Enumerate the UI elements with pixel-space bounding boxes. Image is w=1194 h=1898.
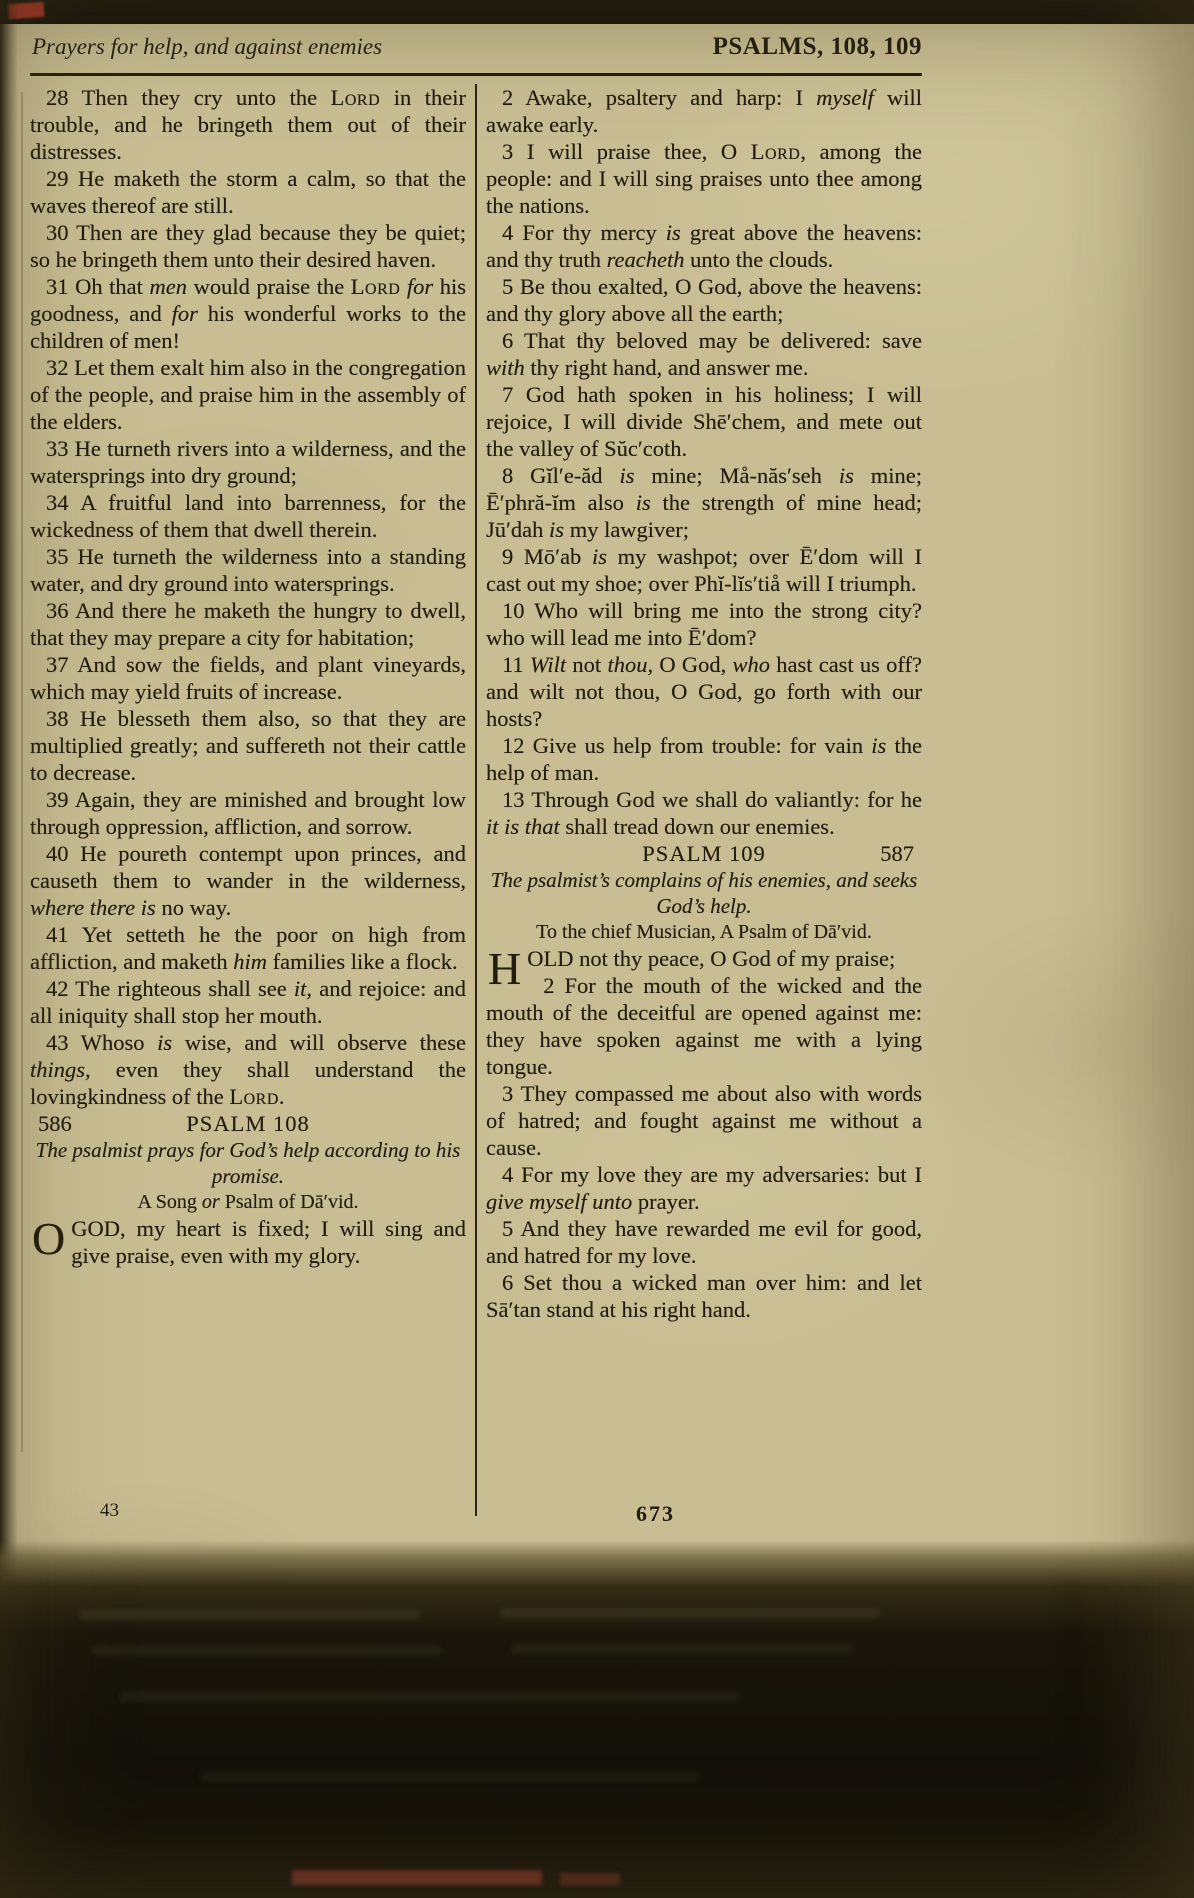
text-run: is xyxy=(635,490,651,515)
text-run: families like a flock. xyxy=(267,949,458,974)
text-run: 33 He turneth rivers into a wilderness, and the watersprings into dry ground; xyxy=(30,436,466,488)
verse-paragraph xyxy=(486,327,922,381)
text-run: and rejoice: and all iniquity shall stop her mouth. xyxy=(30,976,466,1028)
text-run: his goodness, and xyxy=(30,274,466,326)
text-run: 29 He maketh the storm a calm, so that the waves thereof are still. xyxy=(30,166,466,218)
drop-cap-initial: O xyxy=(32,1213,66,1264)
text-run: mine; Ē′phră-ĭm also xyxy=(486,463,922,515)
text-run: 36 And there he maketh the hungry to dwell, that they may prepare a city for habitation; xyxy=(30,598,466,650)
text-run: 31 Oh that xyxy=(46,274,150,299)
page-title: PSALMS, 108, 109 xyxy=(712,33,922,60)
verse-paragraph xyxy=(30,975,466,1029)
text-run: is xyxy=(157,1030,173,1055)
text-run: 5 Be thou exalted, O God, above the heavens: and thy glory above all the earth; xyxy=(486,274,922,326)
verse-paragraph xyxy=(486,543,922,597)
text-run: men xyxy=(149,274,187,299)
verse-paragraph xyxy=(486,1080,922,1161)
text-run: A Song xyxy=(137,1191,202,1213)
verse-paragraph xyxy=(30,165,466,219)
verse-paragraph xyxy=(486,138,922,219)
text-run: no way. xyxy=(155,895,232,920)
verse-paragraph xyxy=(30,489,466,543)
text-run: Psalm of Dā′vid. xyxy=(219,1191,359,1213)
red-bleed-smudge xyxy=(292,1870,542,1885)
psalm-heading-title: PSALM 108 xyxy=(186,1111,310,1136)
column-right xyxy=(486,84,922,1516)
text-run: myself xyxy=(816,85,874,110)
text-run: reacheth xyxy=(606,247,685,272)
text-run: is xyxy=(871,733,887,758)
text-run: 40 He poureth contempt upon princes, and causeth them to wander in the wilderness, xyxy=(30,841,466,893)
text-run: , among the people: and I will sing praises unto thee among the nations. xyxy=(486,139,922,218)
drop-cap-initial: H xyxy=(488,943,522,994)
text-run: is xyxy=(619,463,635,488)
text-run: will awake early. xyxy=(486,85,922,137)
verse-paragraph xyxy=(486,972,922,1080)
text-run: thy right hand, and answer me. xyxy=(524,355,809,380)
text-run: his wonderful works to the children of men! xyxy=(30,301,466,353)
text-run: 37 And sow the fields, and plant vineyards, which may yield fruits of increase. xyxy=(30,652,466,704)
text-run: prayer. xyxy=(632,1189,700,1214)
text-run: The psalmist’s complains of his enemies, and seeks God’s help. xyxy=(490,868,918,918)
text-run: not xyxy=(566,652,608,677)
text-run xyxy=(400,274,407,299)
text-run: Wilt xyxy=(529,652,567,677)
text-run: would praise the xyxy=(186,274,351,299)
psalm-heading xyxy=(486,840,922,867)
text-run: 4 For my love they are my adversaries: but I xyxy=(502,1162,922,1187)
verse-paragraph xyxy=(486,651,922,732)
red-bleed-smudge xyxy=(560,1873,620,1885)
verse-paragraph xyxy=(486,273,922,327)
verse-paragraph xyxy=(30,921,466,975)
text-run: O God, xyxy=(653,652,733,677)
verse-paragraph xyxy=(30,219,466,273)
text-run: things, xyxy=(30,1057,91,1082)
text-run: 4 For thy mercy xyxy=(502,220,666,245)
verse-paragraph xyxy=(486,1269,922,1323)
text-run: 41 Yet setteth he the poor on high from affliction, and maketh xyxy=(30,922,466,974)
text-run: 43 Whoso xyxy=(46,1030,158,1055)
verse-paragraph xyxy=(486,1161,922,1215)
text-block xyxy=(30,84,922,1516)
text-run: my washpot; over Ē′dom will I cast out my shoe; over Phĭ-lĭs′tiå will I triumph. xyxy=(486,544,922,596)
bleed-ghost-line xyxy=(92,1646,442,1655)
text-run: the strength of mine head; Jū′dah xyxy=(486,490,922,542)
dropcap-paragraph xyxy=(486,943,922,994)
bleed-ghost-line xyxy=(512,1644,852,1653)
text-run: 2 Awake, psaltery and harp: I xyxy=(502,85,817,110)
text-run: GOD, my heart is fixed; I will sing and give praise, even with my glory. xyxy=(71,1216,466,1268)
text-run: for xyxy=(406,274,434,299)
running-head: Prayers for help, and against enemies xyxy=(32,34,383,59)
psalm-heading-title: PSALM 109 xyxy=(642,841,766,866)
text-run: unto the clouds. xyxy=(684,247,834,272)
bleed-ghost-line xyxy=(80,1610,420,1620)
verse-paragraph xyxy=(486,462,922,543)
text-run: shall tread down our enemies. xyxy=(559,814,835,839)
text-run: 35 He turneth the wilderness into a standing water, and dry ground into watersprings. xyxy=(30,544,466,596)
text-run: 6 That thy beloved may be delivered: save xyxy=(502,328,922,353)
verse-paragraph xyxy=(30,273,466,354)
psalm-heading xyxy=(30,1110,466,1137)
verse-paragraph xyxy=(30,786,466,840)
dropcap-paragraph xyxy=(30,1215,466,1269)
text-run: is xyxy=(549,517,565,542)
text-run: in their trouble, and he bringeth them out of their distresses. xyxy=(30,85,467,164)
bleed-ghost-line xyxy=(500,1608,880,1618)
verse-paragraph xyxy=(30,651,466,705)
bleed-ghost-line xyxy=(120,1692,740,1701)
verse-paragraph xyxy=(486,1215,922,1269)
text-run: it is that xyxy=(486,814,560,839)
text-run: 34 A fruitful land into barrenness, for the wickedness of them that dwell therein. xyxy=(30,490,466,542)
psalm-summary xyxy=(30,1137,466,1189)
verse-paragraph xyxy=(30,597,466,651)
verse-paragraph xyxy=(30,354,466,435)
text-run: him xyxy=(233,949,268,974)
text-run: 9 Mō′ab xyxy=(502,544,592,569)
psalm-heading-number: 586 xyxy=(38,1111,72,1136)
text-run: 28 Then they cry unto the xyxy=(46,85,331,110)
text-run: 30 Then are they glad because they be quiet; so he bringeth them unto their desired haven. xyxy=(30,220,466,272)
text-run: 3 They compassed me about also with words of hatred; and fought against me without a cause. xyxy=(486,1081,922,1160)
text-run: To the chief Musician, A Psalm of Dā′vid. xyxy=(536,921,872,943)
text-run: great above the heavens: and thy truth xyxy=(486,220,922,272)
text-run: 11 xyxy=(502,652,530,677)
text-run: . xyxy=(278,1084,285,1109)
text-run: 39 Again, they are minished and brought low through oppression, affliction, and sorrow. xyxy=(30,787,466,839)
verse-paragraph xyxy=(486,381,922,462)
verse-paragraph xyxy=(30,84,466,165)
page-top-edge xyxy=(0,0,1194,24)
text-run: my lawgiver; xyxy=(564,517,690,542)
psalm-attribution xyxy=(30,1189,466,1215)
text-run: 32 Let them exalt him also in the congregation of the people, and praise him in the assembly of the elders. xyxy=(30,355,466,434)
text-run: 42 The righteous shall see xyxy=(46,976,294,1001)
text-run: for xyxy=(171,301,198,326)
divine-name: Lord xyxy=(330,85,381,110)
text-run: is xyxy=(591,544,607,569)
text-run: wise, and will observe these xyxy=(172,1030,467,1055)
psalm-heading-number: 587 xyxy=(880,841,914,866)
text-run: 6 Set thou a wicked man over him: and let Sā′tan stand at his right hand. xyxy=(486,1270,922,1322)
verse-paragraph xyxy=(30,705,466,786)
margin-bleed-line xyxy=(21,92,23,1452)
page-bottom-edge xyxy=(0,1540,1194,1898)
text-run: OLD not thy peace, O God of my praise; xyxy=(527,946,896,971)
text-run: mine; Må-năs′seh xyxy=(634,463,839,488)
column-divider xyxy=(475,84,477,1516)
text-run: where there is xyxy=(30,895,156,920)
verse-paragraph xyxy=(486,786,922,840)
text-run: thou, xyxy=(607,652,654,677)
text-run: with xyxy=(486,355,525,380)
page-number: 673 xyxy=(636,1501,675,1526)
text-run: 12 Give us help from trouble: for vain xyxy=(502,733,872,758)
verse-paragraph xyxy=(30,840,466,921)
text-run: 2 For the mouth of the wicked and the mouth of the deceitful are opened against me: they have spoken against me with a lying tongue. xyxy=(486,973,922,1079)
verse-paragraph xyxy=(486,84,922,138)
text-run: even they shall understand the lovingkindness of the xyxy=(30,1057,466,1109)
verse-paragraph xyxy=(30,1029,466,1110)
divine-name: Lord xyxy=(229,1084,279,1109)
verse-paragraph xyxy=(30,435,466,489)
column-left xyxy=(30,84,466,1516)
psalm-summary xyxy=(486,867,922,919)
text-run: is xyxy=(838,463,854,488)
text-run: the help of man. xyxy=(486,733,922,785)
text-run: it, xyxy=(293,976,313,1001)
divine-name: Lord xyxy=(750,139,801,164)
header-rule xyxy=(30,73,922,76)
bleed-ghost-line xyxy=(200,1772,700,1781)
divine-name: Lord xyxy=(350,274,401,299)
text-run: 38 He blesseth them also, so that they are multiplied greatly; and suffereth not their cattle to decrease. xyxy=(30,706,466,785)
verse-paragraph xyxy=(486,597,922,651)
text-run: 10 Who will bring me into the strong city? who will lead me into Ē′dom? xyxy=(486,598,922,650)
psalm-attribution xyxy=(486,919,922,945)
text-run: The psalmist prays for God’s help according to his promise. xyxy=(35,1138,461,1188)
text-run: 5 And they have rewarded me evil for good, and hatred for my love. xyxy=(486,1216,922,1268)
text-run: 7 God hath spoken in his holiness; I will rejoice, I will divide Shē′chem, and mete out the valley of Sŭc′coth. xyxy=(486,382,922,461)
signature-mark: 43 xyxy=(100,1500,119,1521)
text-run: give myself unto xyxy=(486,1189,633,1214)
verse-paragraph xyxy=(486,219,922,273)
text-run: or xyxy=(201,1191,220,1213)
text-run: 8 Gĭl′e-ăd xyxy=(502,463,620,488)
page-header xyxy=(32,33,922,61)
text-run: is xyxy=(665,220,681,245)
text-run: hast cast us off? and wilt not thou, O God, go forth with our hosts? xyxy=(486,652,922,731)
text-run: 13 Through God we shall do valiantly: for he xyxy=(502,787,922,812)
text-run: 3 I will praise thee, O xyxy=(502,139,751,164)
verse-paragraph xyxy=(486,732,922,786)
text-run: who xyxy=(732,652,770,677)
verse-paragraph xyxy=(30,543,466,597)
